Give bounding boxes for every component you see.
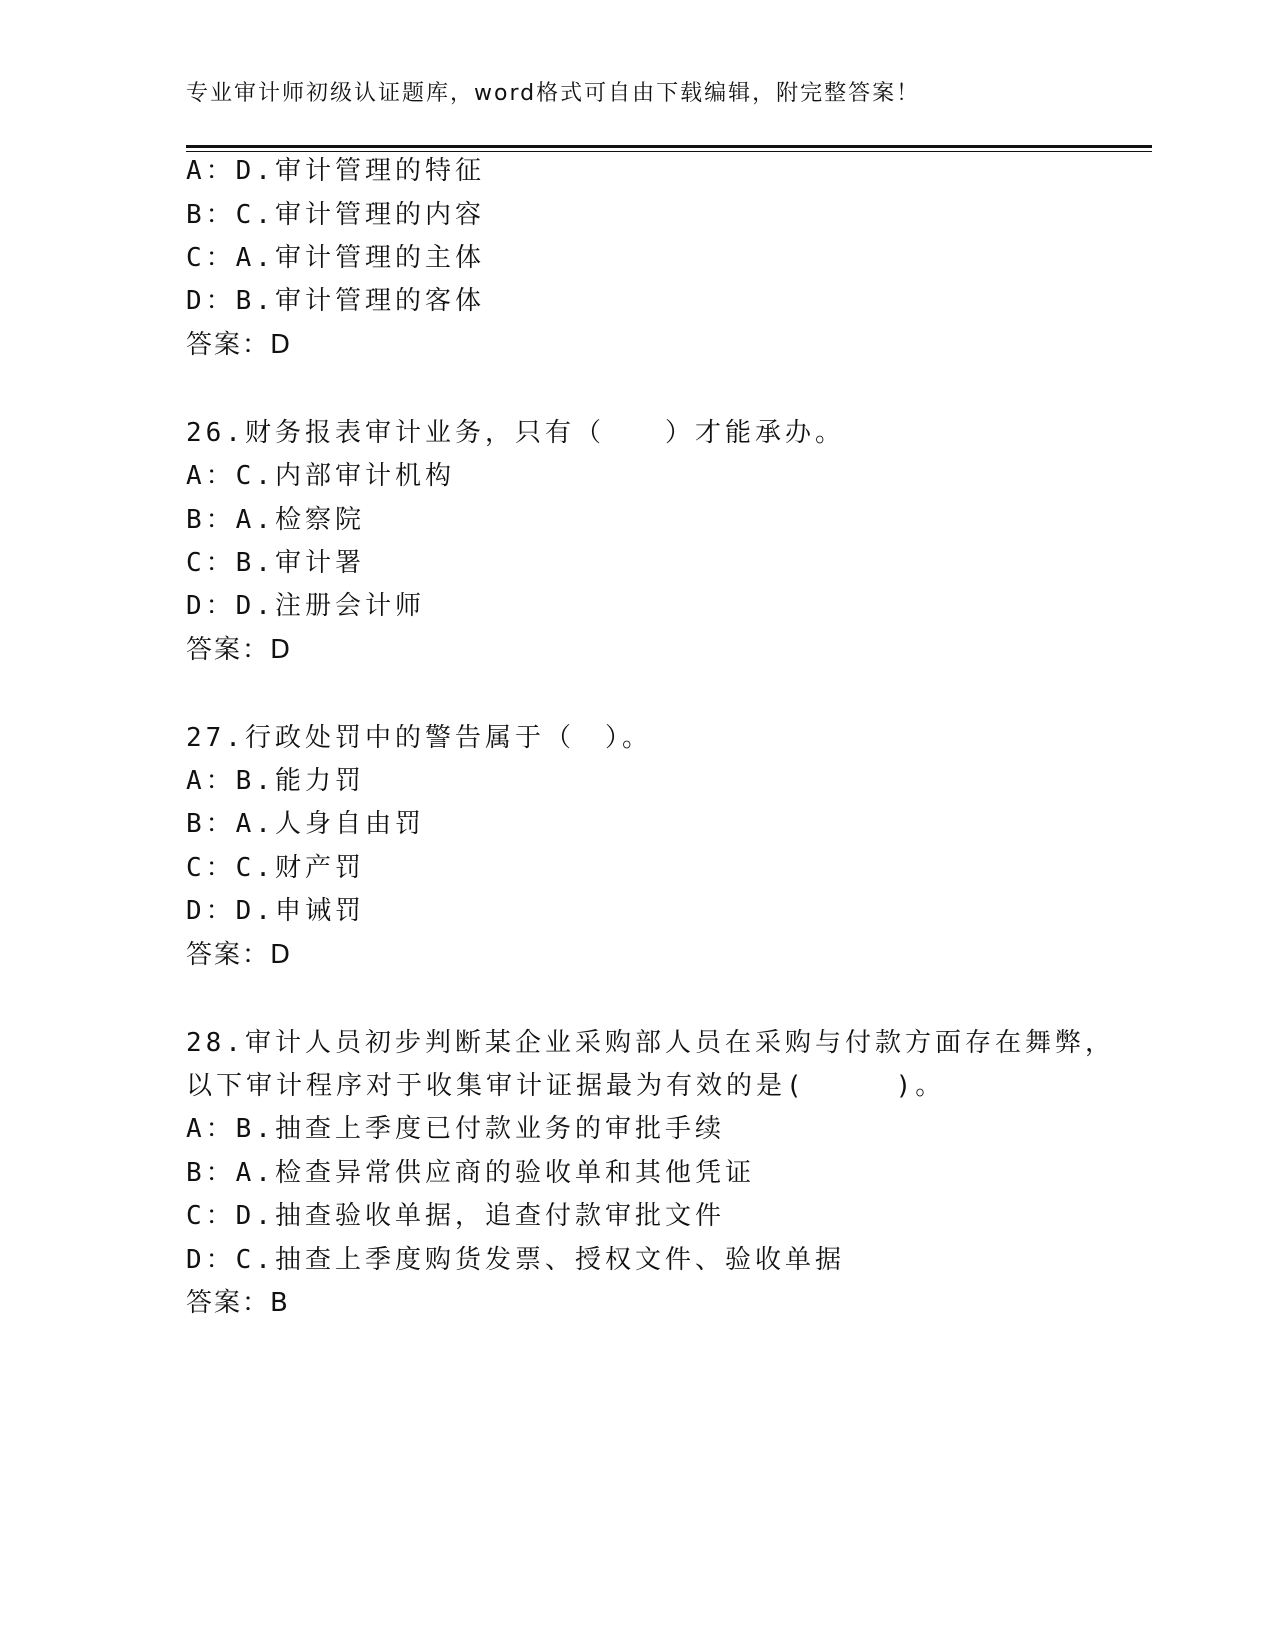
q26-stem: 26.财务报表审计业务，只有（ ）才能承办。 <box>186 418 845 448</box>
q26-option-d: D：D.注册会计师 <box>186 591 425 621</box>
q28-answer: 答案：B <box>186 1288 290 1318</box>
prev-option-c: C：A.审计管理的主体 <box>186 243 485 273</box>
prev-answer: 答案：D <box>186 330 293 360</box>
q28-option-c: C：D.抽查验收单据，追查付款审批文件 <box>186 1201 725 1231</box>
q28-option-d: D：C.抽查上季度购货发票、授权文件、验收单据 <box>186 1245 845 1275</box>
q27-answer: 答案：D <box>186 940 293 970</box>
q27-option-d: D：D.申诫罚 <box>186 896 365 926</box>
q27-stem: 27.行政处罚中的警告属于（ ）。 <box>186 723 652 753</box>
q26-answer: 答案：D <box>186 635 293 665</box>
prev-option-d: D：B.审计管理的客体 <box>186 286 485 316</box>
q27-option-b: B：A.人身自由罚 <box>186 809 425 839</box>
q28-stem-line2: 以下审计程序对于收集审计证据最为有效的是( )。 <box>186 1071 946 1101</box>
q26-option-c: C：B.审计署 <box>186 548 365 578</box>
q27-option-c: C：C.财产罚 <box>186 853 365 883</box>
header-rule-thin <box>186 151 1152 152</box>
q26-option-a: A：C.内部审计机构 <box>186 461 455 491</box>
q27-option-a: A：B.能力罚 <box>186 766 365 796</box>
q26-option-b: B：A.检察院 <box>186 505 365 535</box>
prev-option-a: A：D.审计管理的特征 <box>186 156 485 186</box>
q28-option-b: B：A.检查异常供应商的验收单和其他凭证 <box>186 1158 755 1188</box>
header-rule-thick <box>186 145 1152 148</box>
q28-stem-line1: 28.审计人员初步判断某企业采购部人员在采购与付款方面存在舞弊， <box>186 1028 1115 1058</box>
q28-option-a: A：B.抽查上季度已付款业务的审批手续 <box>186 1114 725 1144</box>
page-header: 专业审计师初级认证题库，word格式可自由下载编辑，附完整答案！ <box>186 81 921 106</box>
prev-option-b: B：C.审计管理的内容 <box>186 200 485 230</box>
